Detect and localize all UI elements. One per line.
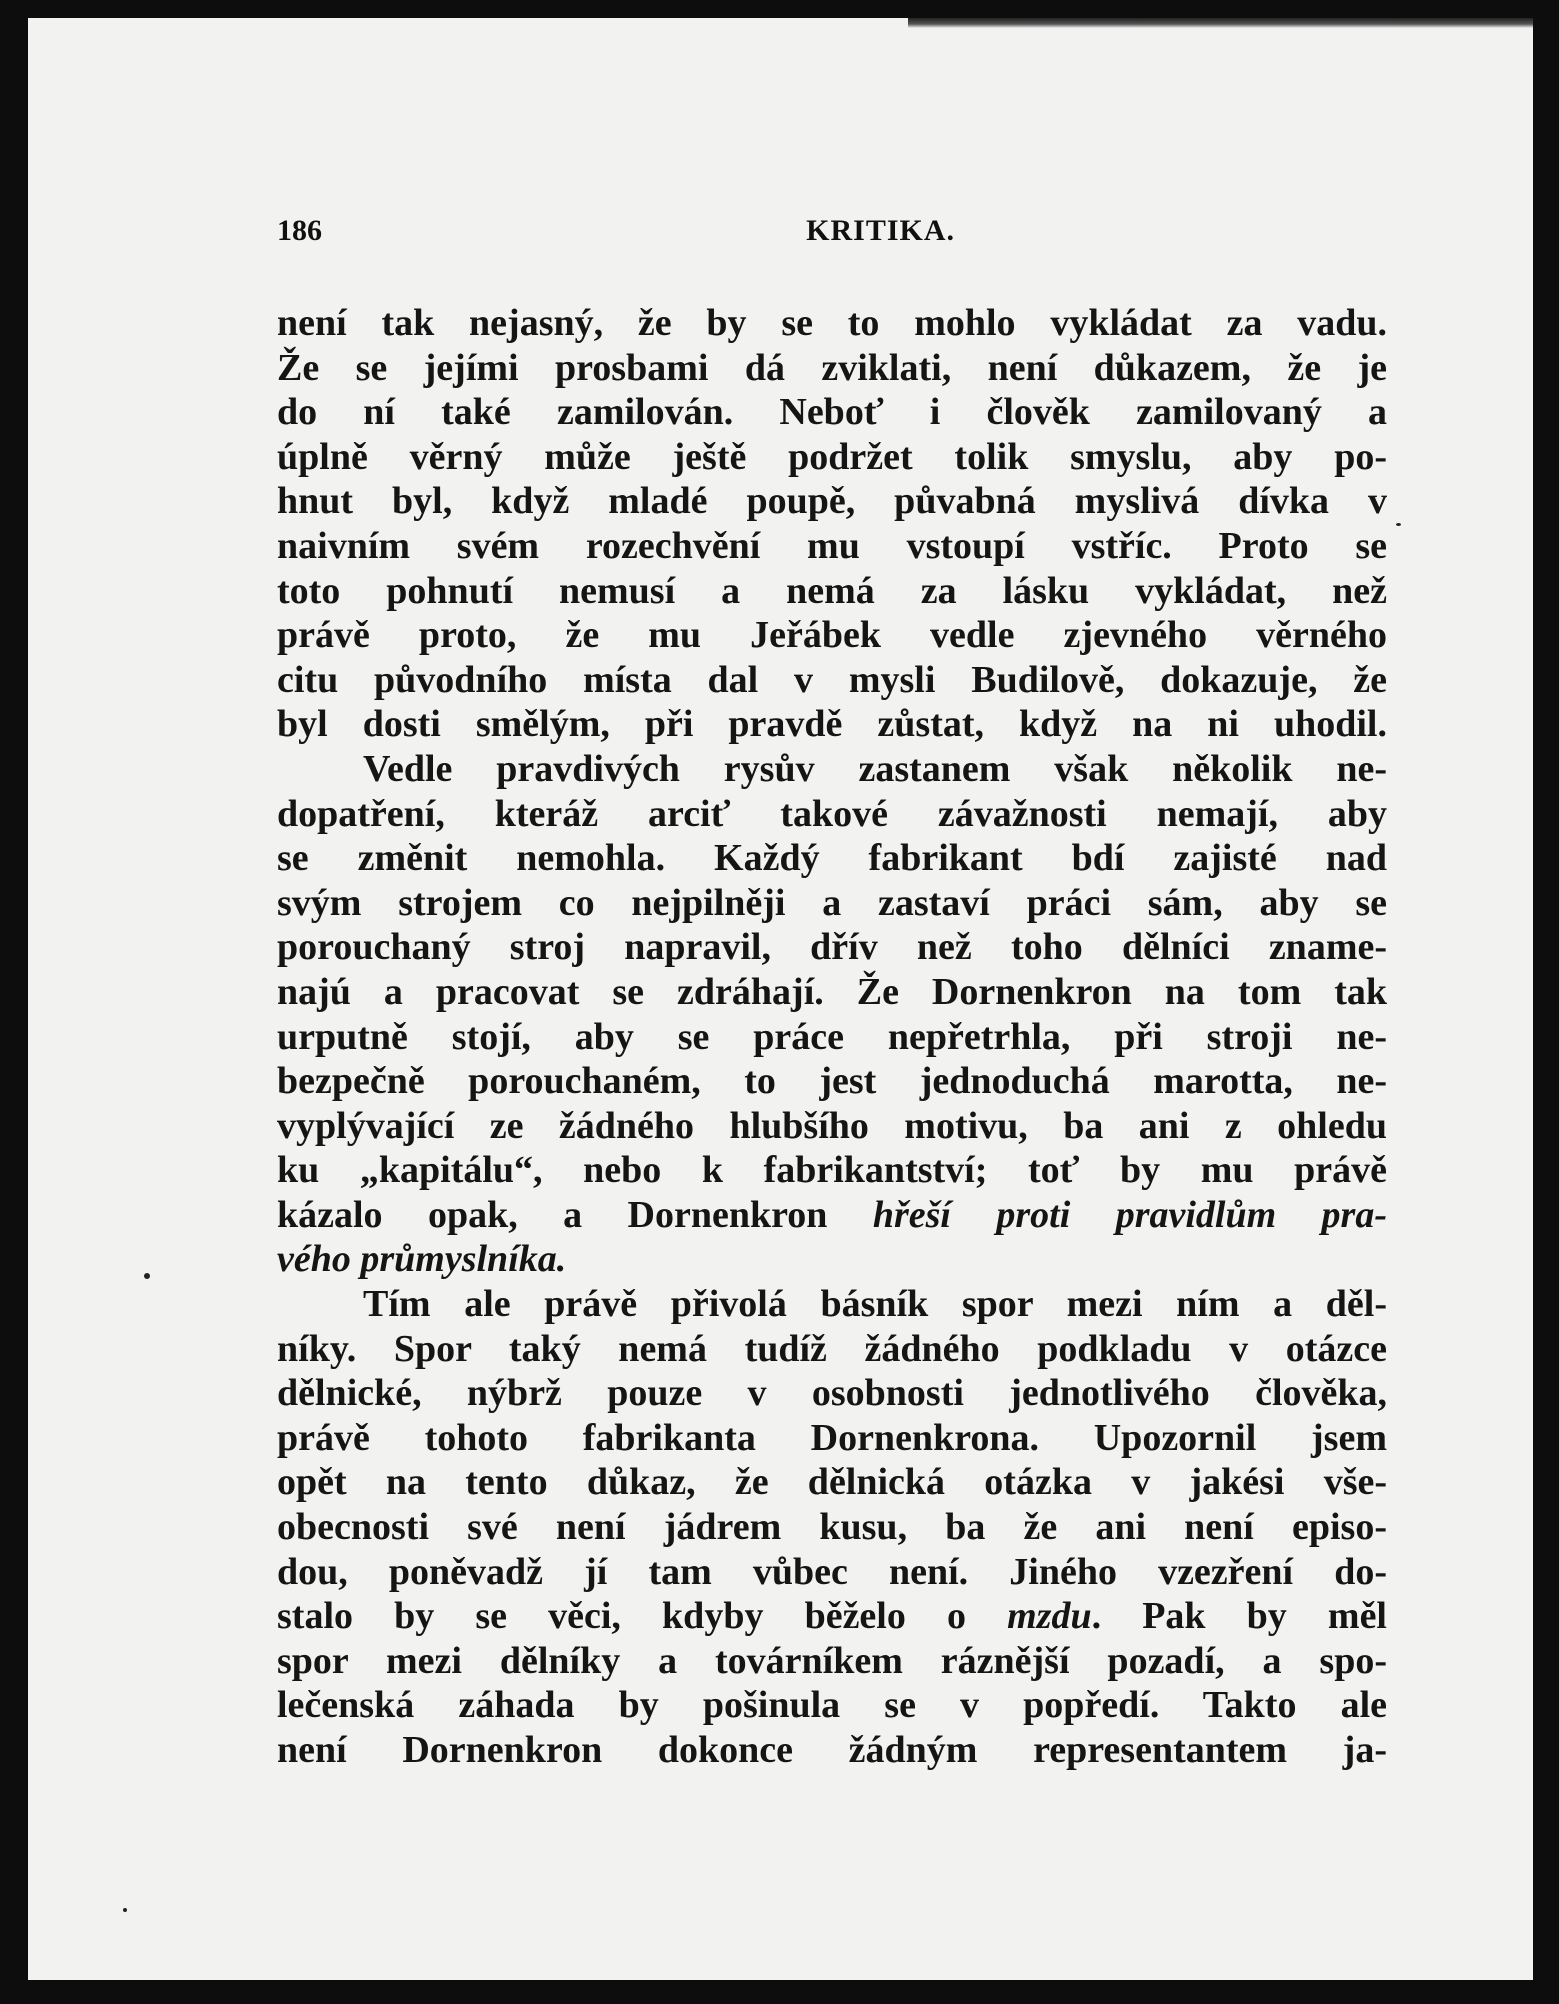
text-line (277, 1460, 1387, 1505)
text-line (277, 792, 1387, 837)
text-line-content: citu původního místa dal v mysli Budilově, dokazuje, že (277, 658, 1387, 701)
running-header (277, 214, 955, 254)
text-line-content: níky. Spor taký nemá tudíž žádného podkladu v otázce (277, 1327, 1387, 1370)
text-line (277, 1683, 1387, 1728)
page-title: KRITIKA. (806, 214, 955, 247)
scan-speck (144, 1273, 150, 1279)
emphasized-text: vého průmyslníka. (277, 1238, 567, 1281)
text-line (277, 658, 1387, 703)
text-line-content: spor mezi dělníky a továrníkem ráznější pozadí, a spo- (277, 1639, 1387, 1682)
text-line (277, 1104, 1387, 1149)
text-line-content: stalo by se věci, kdyby běželo o (277, 1595, 1008, 1638)
page-number: 186 (277, 214, 322, 247)
text-line (277, 613, 1387, 658)
text-line (277, 390, 1387, 435)
text-line (277, 925, 1387, 970)
text-line (277, 1015, 1387, 1060)
text-line-content: není Dornenkron dokonce žádným representantem ja- (277, 1729, 1387, 1771)
text-line-content: není tak nejasný, že by se to mohlo vykládat za vadu. (277, 302, 1387, 344)
text-line-content: vyplývající ze žádného hlubšího motivu, ba ani z ohledu (277, 1104, 1387, 1147)
text-line-content: se změnit nemohla. Každý fabrikant bdí zajisté nad (277, 837, 1387, 880)
text-line-content: Že se jejími prosbami dá zviklati, není důkazem, že je (277, 346, 1387, 389)
page-top-edge-shadow (908, 18, 1533, 28)
scan-speck (1396, 523, 1401, 526)
emphasized-text: hřeší proti pravidlům pra- (872, 1193, 1387, 1236)
text-line (277, 1639, 1387, 1684)
text-line-content: Tím ale právě přivolá básník spor mezi ním a děl- (363, 1283, 1387, 1326)
text-line-content: urputně stojí, aby se práce nepřetrhla, při stroji ne- (277, 1015, 1387, 1058)
text-line-content: obecnosti své není jádrem kusu, ba že ani není episo- (277, 1506, 1387, 1549)
text-line-content: ku „kapitálu“, nebo k fabrikantství; toť by mu právě (277, 1149, 1387, 1192)
scan-speck (123, 1908, 127, 1912)
text-line (277, 881, 1387, 926)
text-line-content: dělnické, nýbrž pouze v osobnosti jednotlivého člověka, (277, 1372, 1387, 1415)
text-line (277, 1282, 1387, 1327)
text-line-content: právě proto, že mu Jeřábek vedle zjevného věrného (277, 614, 1387, 657)
text-line-content: opět na tento důkaz, že dělnická otázka v jakési vše- (277, 1461, 1387, 1504)
body-text (277, 301, 1387, 1773)
text-line (277, 435, 1387, 480)
text-line-content: naivním svém rozechvění mu vstoupí vstříc. Proto se (277, 524, 1387, 567)
text-line-content: kázalo opak, a Dornenkron (277, 1193, 873, 1236)
text-line-content: dou, poněvadž jí tam vůbec není. Jiného vzezření do- (277, 1550, 1387, 1593)
text-line (277, 1059, 1387, 1104)
text-line (277, 569, 1387, 614)
text-line-content: úplně věrný může ještě podržet tolik smyslu, aby po- (277, 435, 1387, 478)
text-line-content: právě tohoto fabrikanta Dornenkrona. Upozornil jsem (277, 1416, 1387, 1459)
text-line (277, 346, 1387, 391)
text-line (277, 1327, 1387, 1372)
text-line-content: hnut byl, když mladé poupě, půvabná myslivá dívka v (277, 480, 1387, 523)
text-line-content: . Pak by měl (1091, 1595, 1387, 1638)
text-line (277, 1728, 1387, 1773)
text-line (277, 1416, 1387, 1461)
text-line-content: svým strojem co nejpilněji a zastaví práci sám, aby se (277, 881, 1387, 924)
text-line-content: Vedle pravdivých rysův zastanem však několik ne- (363, 747, 1387, 790)
book-page (28, 18, 1533, 1980)
text-line (277, 1237, 1387, 1282)
text-line-content: porouchaný stroj napravil, dřív než toho dělníci zname- (277, 926, 1387, 969)
text-line-content: dopatření, kteráž arciť takové závažnosti nemají, aby (277, 792, 1387, 835)
text-line-content: bezpečně porouchaném, to jest jednoduchá marotta, ne- (277, 1060, 1387, 1103)
text-line (277, 1193, 1387, 1238)
text-line-content: toto pohnutí nemusí a nemá za lásku vykládat, než (277, 569, 1387, 612)
text-line-content: byl dosti smělým, při pravdě zůstat, když na ni uhodil. (277, 703, 1387, 746)
text-line (277, 1371, 1387, 1416)
text-line (277, 301, 1387, 346)
text-line (277, 970, 1387, 1015)
text-line (277, 702, 1387, 747)
text-line (277, 524, 1387, 569)
text-line (277, 479, 1387, 524)
text-line (277, 1550, 1387, 1595)
text-line (277, 747, 1387, 792)
text-line (277, 1148, 1387, 1193)
text-line (277, 836, 1387, 881)
text-line-content: do ní také zamilován. Neboť i člověk zamilovaný a (277, 391, 1387, 434)
text-line-content: lečenská záhada by pošinula se v popředí. Takto ale (277, 1684, 1387, 1727)
emphasized-text: mzdu (1007, 1595, 1092, 1638)
text-line (277, 1594, 1387, 1639)
text-line-content: najú a pracovat se zdráhají. Že Dornenkron na tom tak (277, 970, 1387, 1013)
text-line (277, 1505, 1387, 1550)
